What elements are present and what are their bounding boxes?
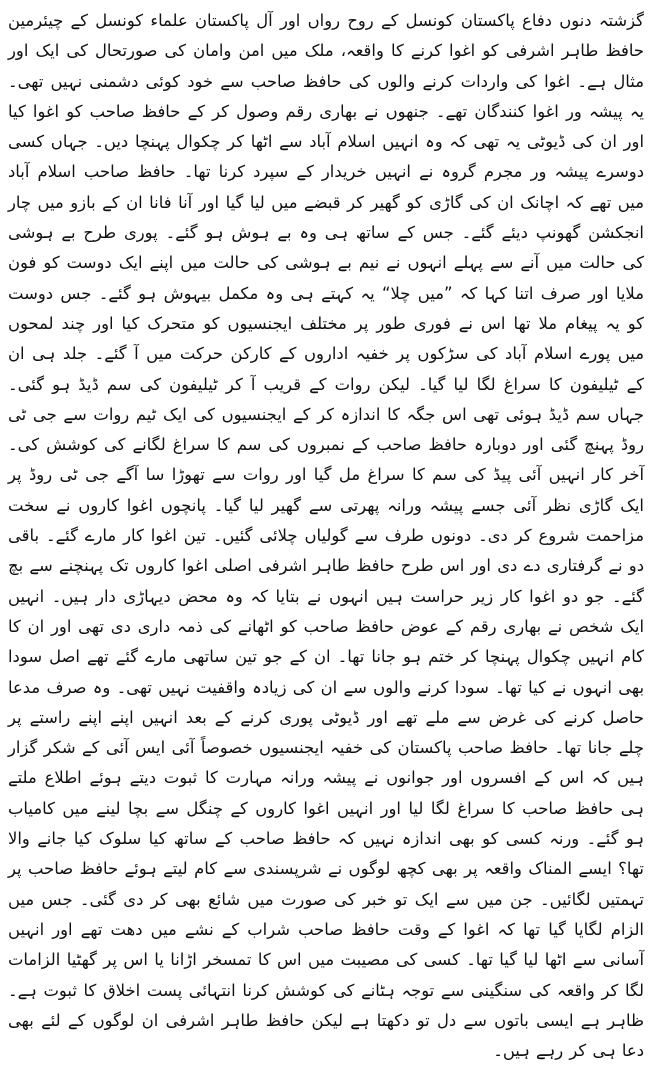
article-body: گزشتہ دنوں دفاع پاکستان کونسل کے روح رواں اور آل پاکستان علماء کونسل کے چیئرمین حافظ طاہر اشرفی کو اغوا کرنے کا واقعہ، ملک میں امن وامان کی صورتحال کی ایک اور مثال ہے۔ اغوا کی واردات کرنے والوں کی حافظ صاحب سے خود کوئی دشمنی نہیں تھی۔ یہ پیشہ ور اغوا کنندگان تھے۔ جنھوں نے بھاری رقم وصول کر کے حافظ صاحب کو اغوا کیا اور ان کی ڈیوٹی یہ تھی کہ وہ انہیں اسلام آباد سے اٹھا کر چکوال پہنچا دیں۔ جہاں کسی دوسرے پیشہ ور مجرم گروہ نے انہیں خریدار کے سپرد کرنا تھا۔ حافظ صاحب اسلام آباد میں تھے کہ اچانک ان کی گاڑی کو گھیر کر قبضے میں لیا گیا اور آنا فانا ان کے بازو میں چار انجکشن گھونپ دیئے گئے۔ جس کے ساتھ ہی وہ بے ہوش ہو گئے۔ پوری طرح بے ہوشی کی حالت میں آنے سے پہلے انہوں نے نیم بے ہوشی کی حالت میں اپنے ایک دوست کو فون ملایا اور صرف اتنا کہا کہ ”میں چلا“ یہ کہتے ہی وہ مکمل بیہوش ہو گئے۔ جس دوست کو یہ پیغام ملا تھا اس نے فوری طور پر مختلف ایجنسیوں کو متحرک کیا اور چند لمحوں میں پورے اسلام آباد کی سڑکوں پر خفیہ اداروں کے کارکن حرکت میں آ گئے۔ جلد ہی ان کے ٹیلیفون کا سراغ لگا لیا گیا۔ لیکن روات کے قریب آ کر ٹیلیفون کی سم ڈیڈ ہو گئی۔ جہاں سم ڈیڈ ہوئی تھی اس جگہ کا اندازہ کر کے ایجنسیوں کی ایک ٹیم روات سے جی ٹی روڈ پہنچ گئی اور دوبارہ حافظ صاحب کے نمبروں کی سم کا سراغ لگانے کی کوشش کی۔ آخر کار انہیں آئی پیڈ کی سم کا سراغ مل گیا اور روات سے تھوڑا سا آگے جی ٹی روڈ پر ایک گاڑی نظر آئی جسے پیشہ ورانہ پھرتی سے گھیر لیا گیا۔ پانچوں اغوا کاروں نے سخت مزاحمت شروع کر دی۔ دونوں طرف سے گولیاں چلائی گئیں۔ تین اغوا کار مارے گئے۔ باقی دو نے گرفتاری دے دی اور اس طرح حافظ طاہر اشرفی اصلی اغوا کاروں تک پہنچنے سے بچ گئے۔ جو دو اغوا کار زیر حراست ہیں انہوں نے بتایا کہ وہ محض دیہاڑی دار ہیں۔ انہیں ایک شخص نے بھاری رقم کے عوض حافظ صاحب کو اٹھانے کی ذمہ داری دی تھی اور ان کا کام انہیں چکوال پہنچا کر ختم ہو جانا تھا۔ ان کے جو تین ساتھی مارے گئے تھے اصل سودا بھی انہوں نے کیا تھا۔ سودا کرنے والوں سے ان کی زیادہ واقفیت نہیں تھی۔ وہ صرف مدعا حاصل کرنے کی غرض سے ملے تھے اور ڈیوٹی پوری کرنے کے بعد انہیں اپنے اپنے راستے پر چلے جانا تھا۔ حافظ صاحب پاکستان کی خفیہ ایجنسیوں خصوصاً آئی ایس آئی کے شکر گزار ہیں کہ اس کے افسروں اور جوانوں نے پیشہ ورانہ مہارت کا ثبوت دیتے ہوئے اطلاع ملتے ہی حافظ صاحب کا سراغ لگا لیا اور انہیں اغوا کاروں کے چنگل سے بچا لینے میں کامیاب ہو گئے۔ ورنہ کسی کو بھی اندازہ نہیں کہ حافظ صاحب کے ساتھ کیا سلوک کیا جانے والا تھا؟ ایسے المناک واقعہ پر بھی کچھ لوگوں نے شرپسندی سے کام لیتے ہوئے حافظ صاحب پر تہمتیں لگائیں۔ جن میں سے ایک تو خبر کی صورت میں شائع بھی کر دی گئی۔ جس میں الزام لگایا گیا تھا کہ اغوا کے وقت حافظ صاحب شراب کے نشے میں دھت تھے اور انہیں آسانی سے اٹھا لیا گیا تھا۔ کسی کی مصیبت میں اس کا تمسخر اڑانا یا اس پر گھٹیا الزامات لگا کر واقعہ کی سنگینی سے توجہ ہٹانے کی کوشش کرنا انتہائی پست اخلاق کا ثبوت ہے۔ ظاہر ہے ایسی باتوں سے دل تو دکھتا ہے لیکن حافظ طاہر اشرفی ان لوگوں کے لئے بھی دعا ہی کر رہے ہیں۔ — [8, 11, 644, 1061]
